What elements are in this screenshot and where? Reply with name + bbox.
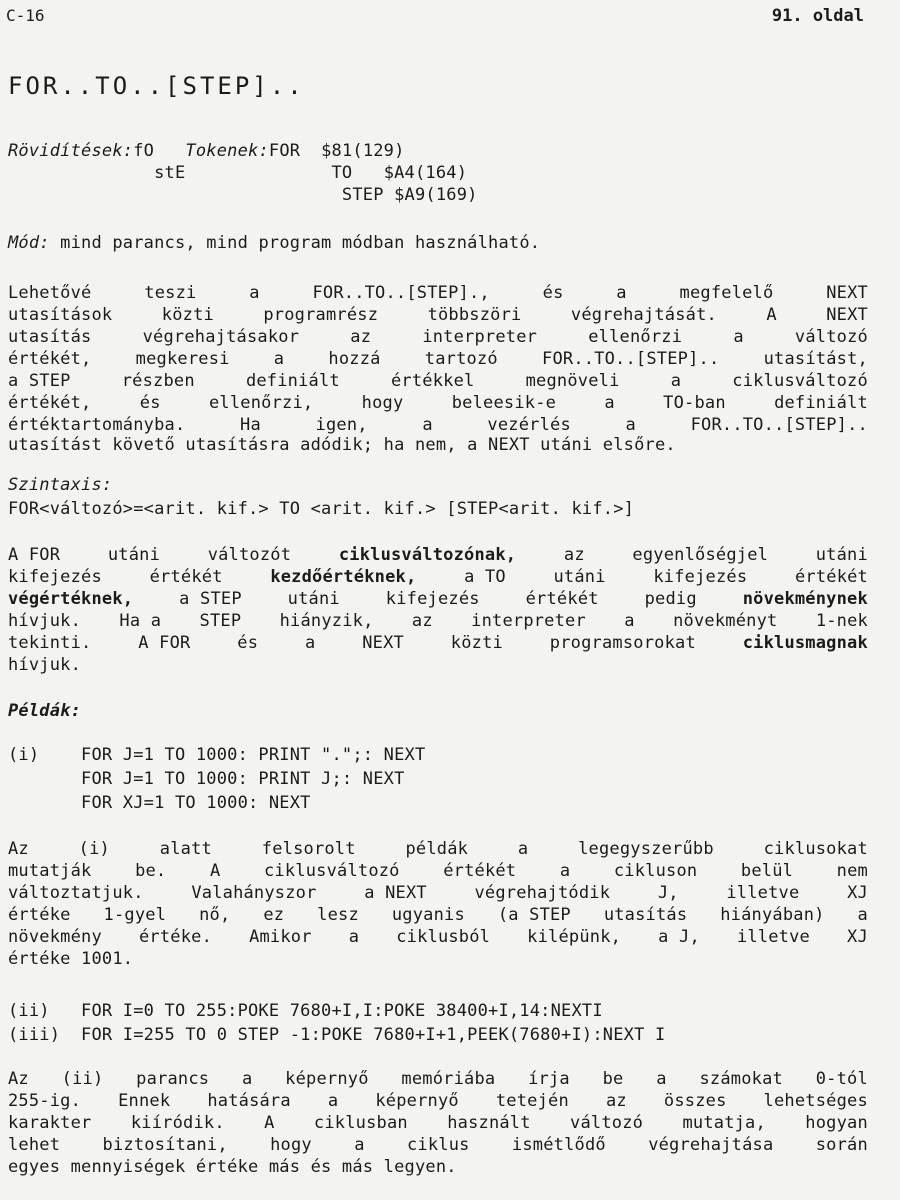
word: a J, xyxy=(658,927,700,947)
abbreviation-line-2 xyxy=(8,162,467,184)
word: FOR..TO..[STEP].. xyxy=(690,415,868,435)
word: utáni xyxy=(287,589,340,609)
paragraph-3-last-line: értéke 1001. xyxy=(8,949,134,969)
word: hiányzik, xyxy=(279,611,374,631)
word: ciklusmagnak xyxy=(742,633,868,653)
word: ellenőrzi xyxy=(588,327,683,347)
word: 1-gyel xyxy=(103,905,167,925)
word: programrész xyxy=(263,305,379,325)
word: karakter xyxy=(8,1113,92,1133)
word: biztosítani, xyxy=(102,1135,228,1155)
word: a xyxy=(273,349,285,369)
word: lesz xyxy=(317,905,359,925)
p4-line xyxy=(8,1134,868,1156)
word: illetve xyxy=(726,883,800,903)
word: ismétlődő xyxy=(511,1135,606,1155)
word: a TO xyxy=(464,567,506,587)
word: értékét xyxy=(443,861,517,881)
word: a xyxy=(304,633,316,653)
p1-line xyxy=(8,370,868,392)
word: mutatja, xyxy=(682,1113,766,1133)
p2-line xyxy=(8,610,868,632)
abbreviation-line-3 xyxy=(8,184,478,206)
word: növekményt xyxy=(673,611,778,631)
word: FOR..TO..[STEP].. xyxy=(542,349,720,369)
word: a xyxy=(604,393,615,413)
word: közti xyxy=(161,305,214,325)
example-line-3: FOR XJ=1 TO 1000: NEXT xyxy=(8,793,311,813)
token-to: TO xyxy=(331,163,353,183)
word: hogyan xyxy=(805,1113,868,1133)
word: utáni xyxy=(815,545,868,565)
word: NEXT xyxy=(362,633,404,653)
word: teszi xyxy=(144,283,197,303)
word: az xyxy=(563,545,585,565)
word: kiíródik. xyxy=(130,1113,225,1133)
word: tetején xyxy=(495,1091,569,1111)
word: hatására xyxy=(207,1091,291,1111)
word: definiált xyxy=(245,371,340,391)
word: memóriába xyxy=(401,1069,496,1089)
word: interpreter xyxy=(471,611,586,631)
word: 255-ig. xyxy=(8,1091,82,1111)
tokens-label: Tokenek: xyxy=(185,141,269,161)
p1-line xyxy=(8,414,868,436)
word: értékét, xyxy=(8,349,92,369)
p3-line xyxy=(8,926,868,948)
word: (i) xyxy=(78,839,110,859)
word: végrehajtását. xyxy=(570,305,717,325)
abbreviation-ste: stE xyxy=(154,163,186,183)
word: utáni xyxy=(553,567,606,587)
p2-line xyxy=(8,544,868,566)
word: ciklusokat xyxy=(763,839,868,859)
word: Amikor xyxy=(249,927,312,947)
word: nő, xyxy=(199,905,231,925)
word: be. xyxy=(135,861,167,881)
word: az xyxy=(350,327,372,347)
word: A FOR xyxy=(8,545,61,565)
example-line-1: (i) FOR J=1 TO 1000: PRINT ".";: NEXT xyxy=(8,745,426,765)
page-number: 91. oldal xyxy=(771,6,864,26)
word: a xyxy=(354,1135,365,1155)
word: változót xyxy=(207,545,292,565)
word: egyenlőségjel xyxy=(632,545,769,565)
word: lehet xyxy=(8,1135,61,1155)
paragraph-2-last-line: hívjuk. xyxy=(8,655,82,675)
word: ciklusváltozó xyxy=(732,371,868,391)
word: számokat xyxy=(699,1069,783,1089)
word: és xyxy=(542,283,564,303)
word: értéke. xyxy=(138,927,213,947)
abbreviations-label: Rövidítések: xyxy=(8,141,134,161)
word: értéke xyxy=(8,905,71,925)
word: (a STEP xyxy=(497,905,571,925)
word: a xyxy=(733,327,744,347)
word: Ha a xyxy=(119,611,162,631)
word: során xyxy=(815,1135,868,1155)
word: a xyxy=(857,905,868,925)
word: NEXT xyxy=(826,283,868,303)
page-code: C-16 xyxy=(6,6,45,25)
p2-line xyxy=(8,632,868,654)
word: értékét xyxy=(525,589,599,609)
word: NEXT xyxy=(826,305,868,325)
word: kifejezés xyxy=(653,567,748,587)
word: értékét xyxy=(794,567,868,587)
word: utasítást, xyxy=(763,349,868,369)
p4-line xyxy=(8,1068,868,1090)
word: tekinti. xyxy=(8,633,92,653)
word: a xyxy=(517,839,529,859)
word: a STEP xyxy=(8,371,71,391)
word: hozzá xyxy=(328,349,381,369)
word: értéktartományba. xyxy=(8,415,186,435)
token-step-code: $A9(169) xyxy=(394,185,478,205)
examples-label: Példák: xyxy=(8,701,82,721)
word: Az xyxy=(8,839,29,859)
word: A FOR xyxy=(138,633,191,653)
word: belül xyxy=(740,861,794,881)
p1-line xyxy=(8,282,868,304)
word: értékkel xyxy=(391,371,475,391)
word: nem xyxy=(836,861,868,881)
word: XJ xyxy=(847,927,868,947)
word: igen, xyxy=(315,415,368,435)
word: a xyxy=(241,1069,253,1089)
word: többszöri xyxy=(427,305,522,325)
word: példák xyxy=(405,839,469,859)
word: legegyszerűbb xyxy=(578,839,714,859)
word: ciklusból xyxy=(396,927,491,947)
word: végértéknek, xyxy=(8,589,134,609)
word: megkeresi xyxy=(135,349,230,369)
word: ellenőrzi, xyxy=(208,393,314,413)
token-for: FOR xyxy=(268,141,301,161)
word: lehetséges xyxy=(763,1091,868,1111)
word: 1-nek xyxy=(815,611,868,631)
paragraph-4-last-line: egyes mennyiségek értéke más és más legyen. xyxy=(8,1157,457,1177)
p3-line xyxy=(8,838,868,860)
word: a xyxy=(249,283,260,303)
word: részben xyxy=(121,371,195,391)
word: az xyxy=(605,1091,627,1111)
word: Valahányszor xyxy=(191,883,317,903)
p2-line xyxy=(8,588,868,610)
word: a xyxy=(670,371,682,391)
word: változó xyxy=(794,327,868,347)
word: írja xyxy=(528,1069,570,1089)
word: ugyanis xyxy=(391,905,465,925)
word: a STEP xyxy=(179,589,242,609)
word: kezdőértéknek, xyxy=(270,567,417,587)
word: Lehetővé xyxy=(8,283,92,303)
word: utasítás xyxy=(603,905,688,925)
word: a xyxy=(422,415,433,435)
word: képernyő xyxy=(285,1069,369,1089)
word: cikluson xyxy=(613,861,698,881)
word: kifejezés xyxy=(385,589,480,609)
word: végrehajtása xyxy=(648,1135,774,1155)
mode-label: Mód: xyxy=(8,233,50,253)
word: Ha xyxy=(240,415,261,435)
word: vezérlés xyxy=(487,415,571,435)
p1-line xyxy=(8,326,868,348)
word: ez xyxy=(263,905,285,925)
word: A xyxy=(264,1113,275,1133)
paragraph-1-last-line: utasítást követő utasításra adódik; ha nem, a NEXT utáni elsőre. xyxy=(8,435,676,455)
word: a xyxy=(327,1091,339,1111)
word: pedig xyxy=(644,589,697,609)
token-step: STEP xyxy=(341,185,384,205)
word: ciklusban xyxy=(313,1113,408,1133)
word: interpreter xyxy=(422,327,538,347)
word: kilépünk, xyxy=(527,927,622,947)
word: változtatjuk. xyxy=(8,883,144,903)
word: J, xyxy=(657,883,679,903)
word: ciklus xyxy=(406,1135,470,1155)
word: közti xyxy=(450,633,503,653)
word: a xyxy=(616,283,627,303)
word: utasítás xyxy=(8,327,92,347)
word: tartozó xyxy=(424,349,498,369)
word: (ii) xyxy=(61,1069,104,1089)
abbreviation-fo: fO xyxy=(133,141,155,161)
token-to-code: $A4(164) xyxy=(383,163,468,183)
mode-text: mind parancs, mind program módban használható. xyxy=(49,233,541,253)
word: ciklusváltozónak, xyxy=(338,545,517,565)
word: ciklusváltozó xyxy=(263,861,400,881)
word: be xyxy=(602,1069,624,1089)
word: felsorolt xyxy=(261,839,356,859)
word: értékét xyxy=(149,567,223,587)
word: programsorokat xyxy=(549,633,696,653)
word: végrehajtódik xyxy=(474,883,611,903)
p4-line xyxy=(8,1112,868,1134)
word: megnöveli xyxy=(525,371,620,391)
word: használt xyxy=(447,1113,531,1133)
word: illetve xyxy=(736,927,810,947)
word: A xyxy=(766,305,777,325)
word: és xyxy=(139,393,161,413)
p1-line xyxy=(8,348,868,370)
word: STEP xyxy=(199,611,242,631)
word: végrehajtásakor xyxy=(142,327,300,347)
word: a xyxy=(656,1069,667,1089)
abbreviation-line-1 xyxy=(8,140,405,162)
syntax-label: Szintaxis: xyxy=(8,475,113,495)
p3-line xyxy=(8,882,868,904)
word: hogy xyxy=(270,1135,312,1155)
word: XJ xyxy=(847,883,868,903)
word: A xyxy=(209,861,221,881)
word: és xyxy=(237,633,259,653)
word: összes xyxy=(663,1091,727,1111)
word: utasítások xyxy=(8,305,113,325)
example-ii: (ii) FOR I=0 TO 255:POKE 7680+I,I:POKE 38400+I,14:NEXTI xyxy=(8,1001,603,1021)
word: hogy xyxy=(361,393,404,413)
example-line-2: FOR J=1 TO 1000: PRINT J;: NEXT xyxy=(8,769,405,789)
word: a NEXT xyxy=(364,883,427,903)
syntax-text: FOR<változó>=<arit. kif.> TO <arit. kif.> [STEP<arit. kif.>] xyxy=(8,499,635,519)
word: alatt xyxy=(159,839,212,859)
example-iii: (iii) FOR I=255 TO 0 STEP -1:POKE 7680+I+1,PEEK(7680+I):NEXT I xyxy=(8,1025,666,1045)
word: utáni xyxy=(107,545,161,565)
word: definiált xyxy=(774,393,868,413)
word: a xyxy=(625,415,636,435)
word: 0-tól xyxy=(815,1069,868,1089)
word: megfelelő xyxy=(679,283,774,303)
word: TO-ban xyxy=(663,393,726,413)
p2-line xyxy=(8,566,868,588)
word: növekménynek xyxy=(742,589,868,609)
word: Ennek xyxy=(118,1091,171,1111)
p1-line xyxy=(8,304,868,326)
word: az xyxy=(411,611,433,631)
section-title: FOR..TO..[STEP].. xyxy=(8,72,305,100)
word: mutatják xyxy=(8,861,92,881)
p4-line xyxy=(8,1090,868,1112)
word: kifejezés xyxy=(8,567,102,587)
p1-line xyxy=(8,392,868,414)
word: értékét, xyxy=(8,393,92,413)
word: a xyxy=(624,611,635,631)
word: a xyxy=(348,927,360,947)
word: FOR..TO..[STEP]., xyxy=(312,283,490,303)
p3-line xyxy=(8,860,868,882)
word: változó xyxy=(570,1113,644,1133)
word: hiányában) xyxy=(720,905,825,925)
mode-line xyxy=(8,232,540,254)
word: Az xyxy=(8,1069,29,1089)
word: növekmény xyxy=(8,927,102,947)
word: a xyxy=(559,861,571,881)
token-for-code: $81(129) xyxy=(321,141,405,161)
word: beleesik-e xyxy=(451,393,557,413)
word: képernyő xyxy=(375,1091,459,1111)
word: hívjuk. xyxy=(8,611,82,631)
p3-line xyxy=(8,904,868,926)
word: parancs xyxy=(136,1069,210,1089)
